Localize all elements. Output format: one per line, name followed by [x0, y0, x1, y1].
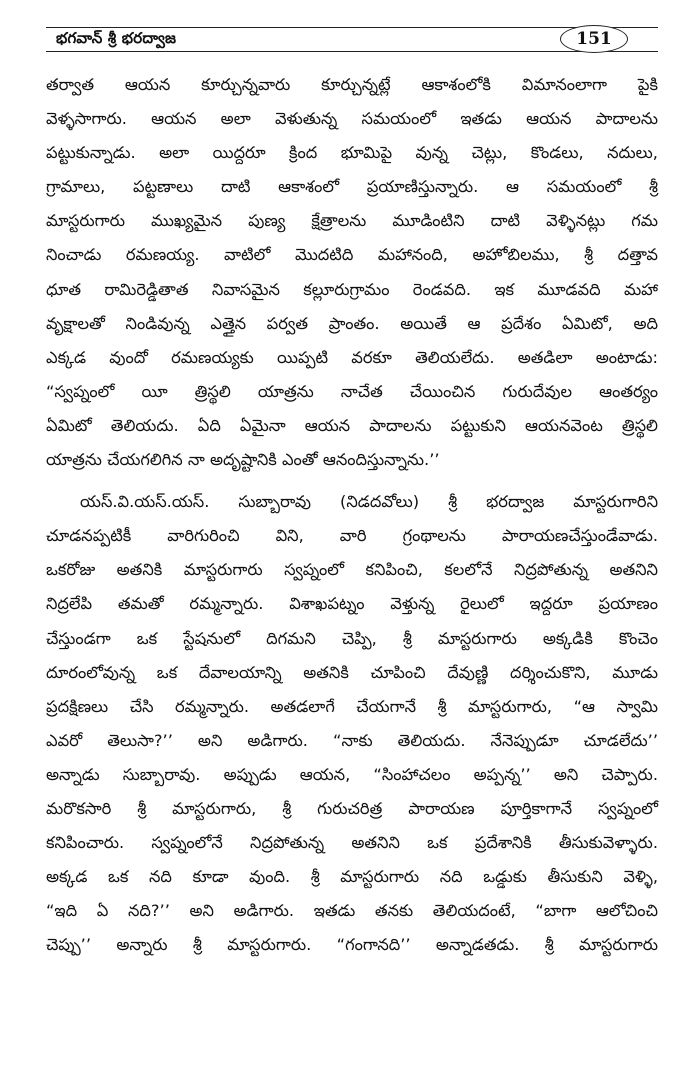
text-line: ఎక్కడ వుందో రమణయ్యకు యిప్పటి వరకూ తెలియలేదు. అతడిలా అంటాడు:: [46, 347, 658, 367]
text-line: యస్.వి.యస్.యస్. సుబ్బారావు (నిడదవోలు) శ్రీ భరద్వాజ మాస్టరుగారిని: [80, 492, 658, 512]
text-line: వృక్షాలతో నిండివున్న ఎత్తైన పర్వత ప్రాంతం. అయితే ఆ ప్రదేశం ఏమిటో, అది: [46, 313, 658, 333]
text-line: కనిపించారు. స్వప్నంలోనే నిద్రపోతున్న అతనిని ఒక ప్రదేశానికి తీసుకువెళ్ళారు.: [46, 833, 658, 853]
text-line: పట్టుకున్నాడు. అలా యిద్దరూ క్రింద భూమిపై వున్న చెట్లు, కొండలు, నదులు,: [46, 143, 658, 163]
page-number: 151: [560, 25, 628, 53]
text-line: చెప్పు’’ అన్నారు శ్రీ మాస్టరుగారు. “గంగానది’’ అన్నాడతడు. శ్రీ మాస్టరుగారు: [46, 935, 658, 955]
header-rule: [46, 27, 658, 28]
text-line: చేస్తుండగా ఒక స్టేషనులో దిగమని చెప్పి, శ్రీ మాస్టరుగారు అక్కడికి కొంచెం: [46, 628, 658, 648]
text-line: “స్వప్నంలో యీ త్రిస్థలి యాత్రను నాచేత చేయించిన గురుదేవుల ఆంతర్యం: [46, 381, 658, 401]
text-line: “ఇది ఏ నది?’’ అని అడిగారు. ఇతడు తనకు తెలియదంటే, “బాగా ఆలోచించి: [46, 901, 658, 921]
text-line: అన్నాడు సుబ్బారావు. అప్పుడు ఆయన, “సింహాచలం అప్పన్న’’ అని చెప్పారు.: [46, 764, 658, 784]
text-line: గ్రామాలు, పట్టణాలు దాటి ఆకాశంలో ప్రయాణిస్తున్నారు. ఆ సమయంలో శ్రీ: [46, 177, 658, 197]
paragraph: [46, 68, 658, 477]
text-line: ధూత రామిరెడ్డితాత నివాసమైన కల్లూరుగ్రామం రెండవది. ఇక మూడవది మహా: [46, 279, 658, 299]
text-line: యాత్రను చేయగలిగిన నా అదృష్టానికి ఎంతో ఆనందిస్తున్నాను.’’: [46, 450, 440, 470]
text-line: నించాడు రమణయ్య. వాటిలో మొదటిది మహానంది, అహోబిలము, శ్రీ దత్తావ: [46, 245, 658, 265]
text-line: ఏమిటో తెలియదు. ఏది ఏమైనా ఆయన పాదాలను పట్టుకుని ఆయనవెంట త్రిస్థలి: [46, 415, 658, 435]
running-header: [46, 27, 658, 52]
body-text: [46, 68, 658, 962]
text-line: ఎవరో తెలుసా?’’ అని అడిగారు. “నాకు తెలియదు. నేనెప్పుడూ చూడలేదు’’: [46, 730, 658, 750]
text-line: తర్వాత ఆయన కూర్చున్నవారు కూర్చున్నట్లే ఆకాశంలోకి విమానంలాగా పైకి: [46, 75, 658, 94]
paragraph: [46, 485, 658, 962]
paragraph-gap: [46, 477, 658, 485]
text-line: చూడనప్పటికీ వారిగురించి విని, వారి గ్రంథాలను పారాయణచేస్తుండేవాడు.: [46, 526, 658, 546]
text-line: మరొకసారి శ్రీ మాస్టరుగారు, శ్రీ గురుచరిత్ర పారాయణ పూర్తికాగానే స్వప్నంలో: [46, 798, 658, 818]
text-line: ఒకరోజు అతనికి మాస్టరుగారు స్వప్నంలో కనిపించి, కలలోనే నిద్రపోతున్న అతనిని: [46, 560, 658, 580]
text-line: ప్రదక్షిణలు చేసి రమ్మన్నారు. అతడలాగే చేయగానే శ్రీ మాస్టరుగారు, “ఆ స్వామి: [46, 696, 658, 716]
text-line: వెళ్ళసాగారు. ఆయన అలా వెళుతున్న సమయంలో ఇతడు ఆయన పాదాలను: [46, 109, 658, 129]
text-line: అక్కడ ఒక నది కూడా వుంది. శ్రీ మాస్టరుగారు నది ఒడ్డుకు తీసుకుని వెళ్ళి,: [46, 867, 658, 887]
header-title: భగవాన్ శ్రీ భరద్వాజ: [56, 29, 177, 47]
text-line: నిద్రలేపి తమతో రమ్మన్నారు. విశాఖపట్నం వెళ్తున్న రైలులో ఇద్దరూ ప్రయాణం: [46, 594, 658, 614]
text-line: దూరంలోవున్న ఒక దేవాలయాన్ని అతనికి చూపించి దేవుణ్ణి దర్శించుకొని, మూడు: [46, 662, 658, 682]
text-line: మాస్టరుగారు ముఖ్యమైన పుణ్య క్షేత్రాలను మూడింటిని దాటి వెళ్ళినట్లు గమ: [46, 211, 658, 231]
